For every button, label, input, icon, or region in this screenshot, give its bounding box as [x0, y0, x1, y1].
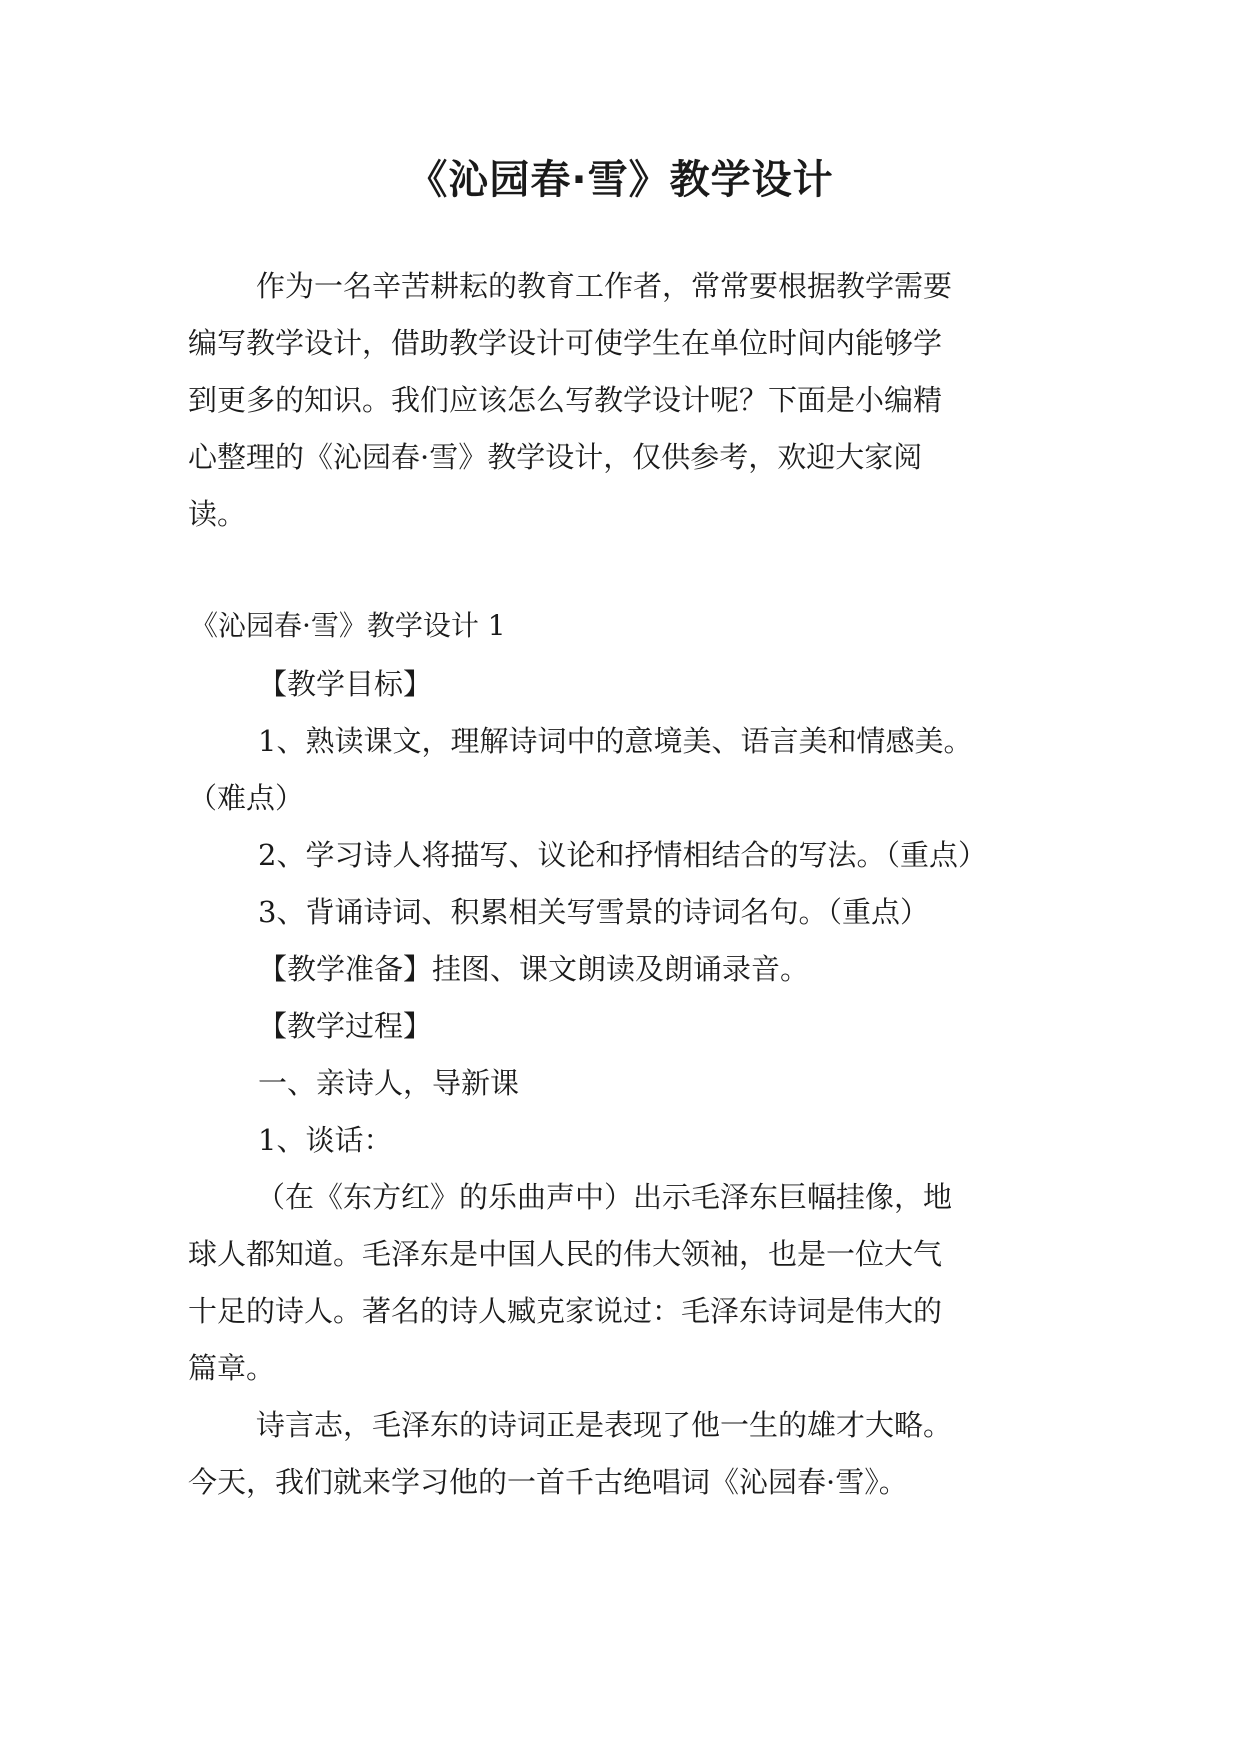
- section-heading: 《沁园春·雪》教学设计 1: [190, 609, 506, 642]
- body-line: 一、亲诗人，导新课: [258, 1066, 520, 1100]
- intro-line: 到更多的知识。我们应该怎么写教学设计呢？下面是小编精: [188, 383, 943, 417]
- body-line: 3、背诵诗词、积累相关写雪景的诗词名句。（重点）: [258, 895, 929, 929]
- body-line: 【教学目标】: [258, 667, 433, 701]
- body-line: 【教学过程】: [258, 1009, 433, 1043]
- body-line: （难点）: [188, 781, 305, 815]
- body-line: 今天，我们就来学习他的一首千古绝唱词《沁园春·雪》。: [188, 1465, 908, 1499]
- body-line: 篇章。: [188, 1351, 276, 1385]
- intro-line: 编写教学设计，借助教学设计可使学生在单位时间内能够学: [188, 326, 943, 360]
- body-line: 1、熟读课文，理解诗词中的意境美、语言美和情感美。: [258, 724, 973, 758]
- page-title: 《沁园春·雪》教学设计: [407, 157, 834, 203]
- body-line: 2、学习诗人将描写、议论和抒情相结合的写法。（重点）: [258, 838, 987, 872]
- body-line: 【教学准备】挂图、课文朗读及朗诵录音。: [258, 952, 810, 986]
- body-line: 球人都知道。毛泽东是中国人民的伟大领袖，也是一位大气: [188, 1237, 943, 1271]
- intro-line: 心整理的《沁园春·雪》教学设计，仅供参考，欢迎大家阅: [188, 440, 923, 474]
- body-line: 1、谈话：: [258, 1123, 393, 1157]
- body-line: （在《东方红》的乐曲声中）出示毛泽东巨幅挂像，地: [256, 1180, 953, 1214]
- body-line: 诗言志，毛泽东的诗词正是表现了他一生的雄才大略。: [256, 1408, 953, 1442]
- intro-line: 读。: [188, 497, 247, 531]
- body-line: 十足的诗人。著名的诗人臧克家说过：毛泽东诗词是伟大的: [188, 1294, 943, 1328]
- intro-line: 作为一名辛苦耕耘的教育工作者，常常要根据教学需要: [256, 269, 953, 303]
